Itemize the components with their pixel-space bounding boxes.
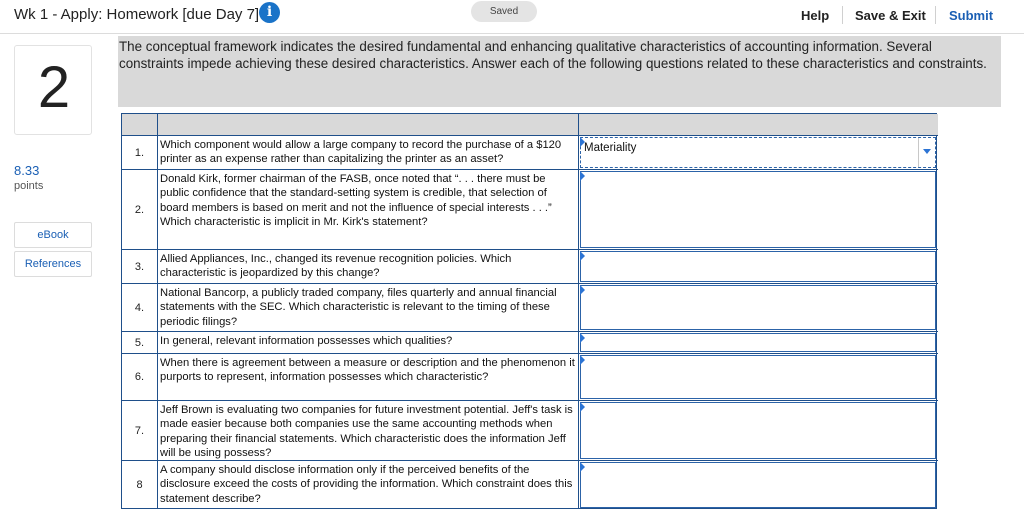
item-question-text: In general, relevant information possesses which qualities? [159, 332, 579, 353]
item-question-text: Which component would allow a large company to record the purchase of a $120 printer as an expense rather than capitalizing the printer as an asset? [159, 136, 579, 169]
answer-cell [580, 136, 936, 169]
item-question-text: Allied Appliances, Inc., changed its revenue recognition policies. Which characteristic is jeopardized by this change? [159, 250, 579, 283]
question-number-box [14, 45, 92, 135]
table-row [122, 401, 938, 461]
help-button[interactable]: Help [801, 8, 830, 23]
question-intro: The conceptual framework indicates the desired fundamental and enhancing qualitative characteristics of accounting information. Several constraints impede achieving these desired characteristics. Answer each of the following questions related to these characteristics and constraints. [118, 36, 1001, 107]
dropdown-marker-icon [580, 251, 585, 261]
top-bar [0, 0, 1024, 34]
item-number: 1. [122, 136, 158, 169]
answer-cell [580, 284, 936, 331]
answer-cell [580, 250, 936, 283]
table-row [122, 136, 938, 170]
points-value: 8.33 [14, 163, 40, 178]
answer-cell [580, 461, 936, 509]
answer-dropdown[interactable] [580, 355, 936, 399]
table-row [122, 354, 938, 401]
table-row [122, 284, 938, 332]
item-question-text: Donald Kirk, former chairman of the FASB, once noted that “. . . there must be public confidence that the standard-setting system is credible, that selection of board members is based on merit and not the influence of special interests . . .” Which characteristic is implicit in Mr. Kirk's statement? [159, 170, 579, 249]
header-divider [842, 6, 843, 24]
dropdown-marker-icon [580, 285, 585, 295]
item-number: 2. [122, 170, 158, 249]
dropdown-marker-icon [580, 355, 585, 365]
question-number: 2 [37, 55, 71, 120]
dropdown-marker-icon [580, 333, 585, 343]
answer-selected-value: Materiality [584, 142, 637, 154]
answer-dropdown[interactable] [580, 137, 936, 168]
table-row [122, 170, 938, 250]
item-number: 3. [122, 250, 158, 283]
answer-cell [580, 401, 936, 460]
answer-cell [580, 332, 936, 353]
item-number: 5. [122, 332, 158, 353]
table-header-cell [159, 114, 579, 136]
info-icon[interactable]: i [259, 2, 280, 23]
answer-cell [580, 170, 936, 249]
item-question-text: When there is agreement between a measure or description and the phenomenon it purports to represent, information possesses which characteristic? [159, 354, 579, 400]
answer-dropdown[interactable] [580, 285, 936, 330]
item-question-text: A company should disclose information only if the perceived benefits of the disclosure exceed the costs of providing the information. Which constraint does this statement describe? [159, 461, 579, 509]
table-row [122, 461, 938, 509]
item-number: 6. [122, 354, 158, 400]
saved-status-badge: Saved [471, 1, 537, 22]
header-divider [935, 6, 936, 24]
item-question-text: Jeff Brown is evaluating two companies for future investment potential. Jeff's task is made easier because both companies use the same accounting methods when preparing their financial statements. Which characteristic does the information Jeff will be using possess? [159, 401, 579, 460]
item-number: 4. [122, 284, 158, 331]
assignment-title: Wk 1 - Apply: Homework [due Day 7] [14, 6, 260, 23]
table-header-cell [122, 114, 158, 136]
references-button[interactable]: References [14, 251, 92, 277]
dropdown-marker-icon [580, 402, 585, 412]
save-exit-button[interactable]: Save & Exit [855, 8, 926, 23]
item-number: 8 [122, 461, 158, 509]
answer-dropdown[interactable] [580, 251, 936, 282]
answer-dropdown[interactable] [580, 402, 936, 459]
item-question-text: National Bancorp, a publicly traded company, files quarterly and annual financial statements with the SEC. Which characteristic is relevant to the timing of these periodic filings? [159, 284, 579, 331]
answer-dropdown[interactable] [580, 462, 936, 508]
dropdown-marker-icon [580, 171, 585, 181]
answer-dropdown[interactable] [580, 171, 936, 248]
table-header-row [122, 114, 938, 136]
dropdown-marker-icon [580, 462, 585, 472]
chevron-down-icon[interactable] [918, 138, 935, 167]
table-row [122, 250, 938, 284]
table-row [122, 332, 938, 354]
item-number: 7. [122, 401, 158, 460]
submit-button[interactable]: Submit [949, 8, 994, 23]
answer-cell [580, 354, 936, 400]
ebook-button[interactable]: eBook [14, 222, 92, 248]
answer-dropdown[interactable] [580, 333, 936, 352]
question-table [121, 113, 937, 509]
points-label: points [14, 180, 44, 192]
